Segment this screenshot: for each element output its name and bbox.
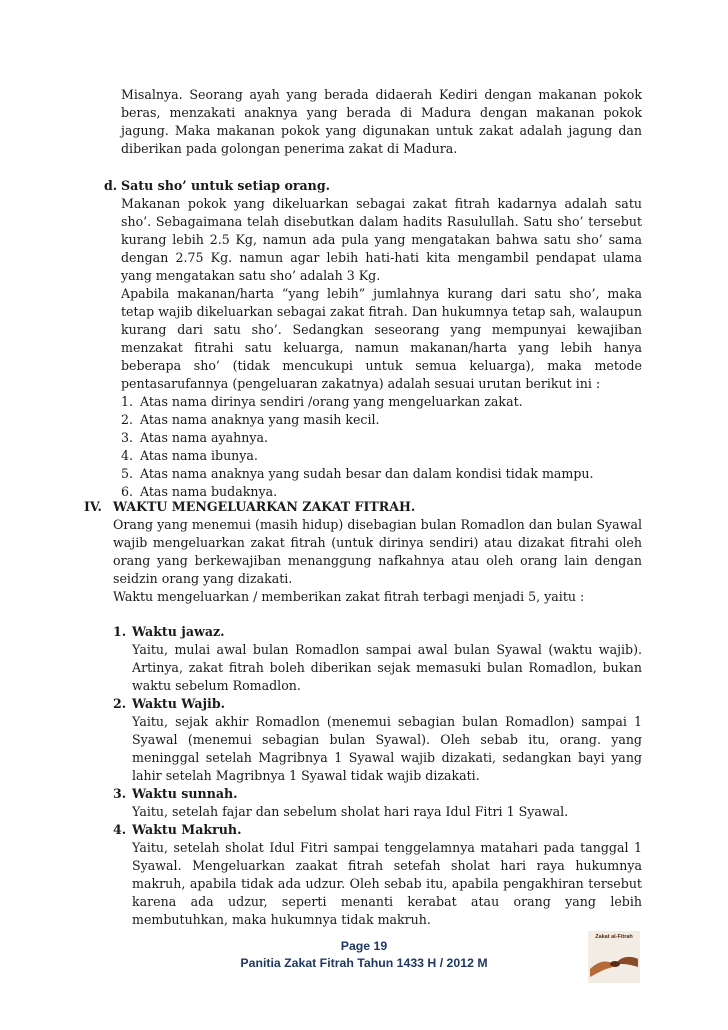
list-item: 2. Atas nama anaknya yang masih kecil. — [121, 412, 380, 427]
page-number: Page 19 — [340, 939, 388, 953]
section-iv-body — [113, 516, 642, 606]
grain-pile-shape — [610, 961, 620, 967]
time-category-title: Waktu jawaz. — [132, 624, 225, 639]
section-iv-heading — [84, 498, 644, 516]
list-item: 6. Atas nama budaknya. — [121, 484, 278, 499]
time-category — [113, 695, 642, 785]
example-paragraph — [121, 86, 642, 158]
time-category-number: 2. — [113, 696, 127, 711]
time-category-text: Yaitu, setelah sholat Idul Fitri sampai tenggelamnya matahari pada tanggal 1 Syawal. Mengeluarkan zaakat fitrah setefah sholat hari raya hukumnya makruh, apabila tidak ada udzur. Oleh sebab itu, apabila pengakhiran tersebut karena ada udzur, seperti menanti kerabat atau orang yang lebih membutuhkan, maka hukumnya tidak makruh. — [132, 840, 642, 927]
logo-caption: Zakat al-Fitrah — [595, 934, 633, 940]
list-item: 5. Atas nama anaknya yang sudah besar dan dalam kondisi tidak mampu. — [121, 466, 594, 481]
time-category-number: 1. — [113, 624, 127, 639]
time-category-title: Waktu sunnah. — [132, 786, 238, 801]
time-category-text: Yaitu, mulai awal bulan Romadlon sampai awal bulan Syawal (waktu wajib). Artinya, zakat fitrah boleh diberikan sejak memasuki bulan Romadlon, bukan waktu sebelum Romadlon. — [132, 642, 642, 693]
time-category-number: 3. — [113, 786, 127, 801]
section-iv-marker: IV. — [84, 499, 102, 514]
time-category-title: Waktu Wajib. — [132, 696, 226, 711]
section-d-body — [121, 195, 642, 501]
time-categories-list — [113, 623, 642, 929]
section-iv-paragraph-1: Orang yang menemui (masih hidup) disebagian bulan Romadlon dan bulan Syawal wajib mengeluarkan zakat fitrah (untuk dirinya sendiri) atau dizakat fitrahi oleh orang yang berkewajiban menanggung nafkahnya atau oleh orang lain dengan seidzin orang yang dizakati. — [113, 517, 642, 586]
zakat-logo-image — [588, 931, 640, 983]
time-category — [113, 821, 642, 929]
section-d-marker: d. — [104, 178, 118, 193]
time-category — [113, 623, 642, 695]
section-iv-title: WAKTU MENGELUARKAN ZAKAT FITRAH. — [113, 499, 416, 514]
time-category-text: Yaitu, setelah fajar dan sebelum sholat hari raya Idul Fitri 1 Syawal. — [132, 804, 569, 819]
time-category — [113, 785, 642, 821]
section-d-title: Satu sho’ untuk setiap orang. — [121, 178, 331, 193]
section-d-paragraph-1: Makanan pokok yang dikeluarkan sebagai zakat fitrah kadarnya adalah satu sho’. Sebagaimana telah disebutkan dalam hadits Rasulullah. Satu sho’ tersebut kurang lebih 2.5 Kg, namun ada pula yang mengatakan bahwa satu sho’ sama dengan 2.75 Kg. namun agar lebih hati-hati kita mengambil pendapat ulama yang mengatakan satu sho’ adalah 3 Kg. — [121, 196, 642, 283]
priority-order-list — [121, 393, 642, 501]
section-d-paragraph-2: Apabila makanan/harta “yang lebih” jumlahnya kurang dari satu sho’, maka tetap wajib dikeluarkan sebagai zakat fitrah. Dan hukumnya tetap sah, walaupun kurang dari satu sho’. Sedangkan seseorang yang mempunyai kewajiban menzakat fitrahi satu keluarga, namun makanan/harta yang lebih hanya beberapa sho’ (tidak mencukupi untuk semua keluarga), maka metode pentasarufannya (pengeluaran zakatnya) adalah sesuai urutan berikut ini : — [121, 286, 642, 391]
time-category-title: Waktu Makruh. — [132, 822, 242, 837]
time-category-number: 4. — [113, 822, 127, 837]
list-item: 1. Atas nama dirinya sendiri /orang yang mengeluarkan zakat. — [121, 394, 523, 409]
time-category-text: Yaitu, sejak akhir Romadlon (menemui sebagian bulan Romadlon) sampai 1 Syawal (menemui sebagian bulan Syawal). Oleh sebab itu, orang. yang meninggal setelah Magribnya 1 Syawal wajib dizakati, sedangkan bayi yang lahir setelah Magribnya 1 Syawal tidak wajib dizakati. — [132, 714, 642, 783]
section-d-heading — [104, 177, 644, 195]
list-item: 3. Atas nama ayahnya. — [121, 430, 268, 445]
footer-organization: Panitia Zakat Fitrah Tahun 1433 H / 2012 M — [240, 956, 488, 970]
section-iv-paragraph-2: Waktu mengeluarkan / memberikan zakat fitrah terbagi menjadi 5, yaitu : — [113, 589, 585, 604]
list-item: 4. Atas nama ibunya. — [121, 448, 258, 463]
example-text: Misalnya. Seorang ayah yang berada didaerah Kediri dengan makanan pokok beras, menzakati anaknya yang berada di Madura dengan makanan pokok jagung. Maka makanan pokok yang digunakan untuk zakat adalah jagung dan diberikan pada golongan penerima zakat di Madura. — [121, 87, 642, 156]
